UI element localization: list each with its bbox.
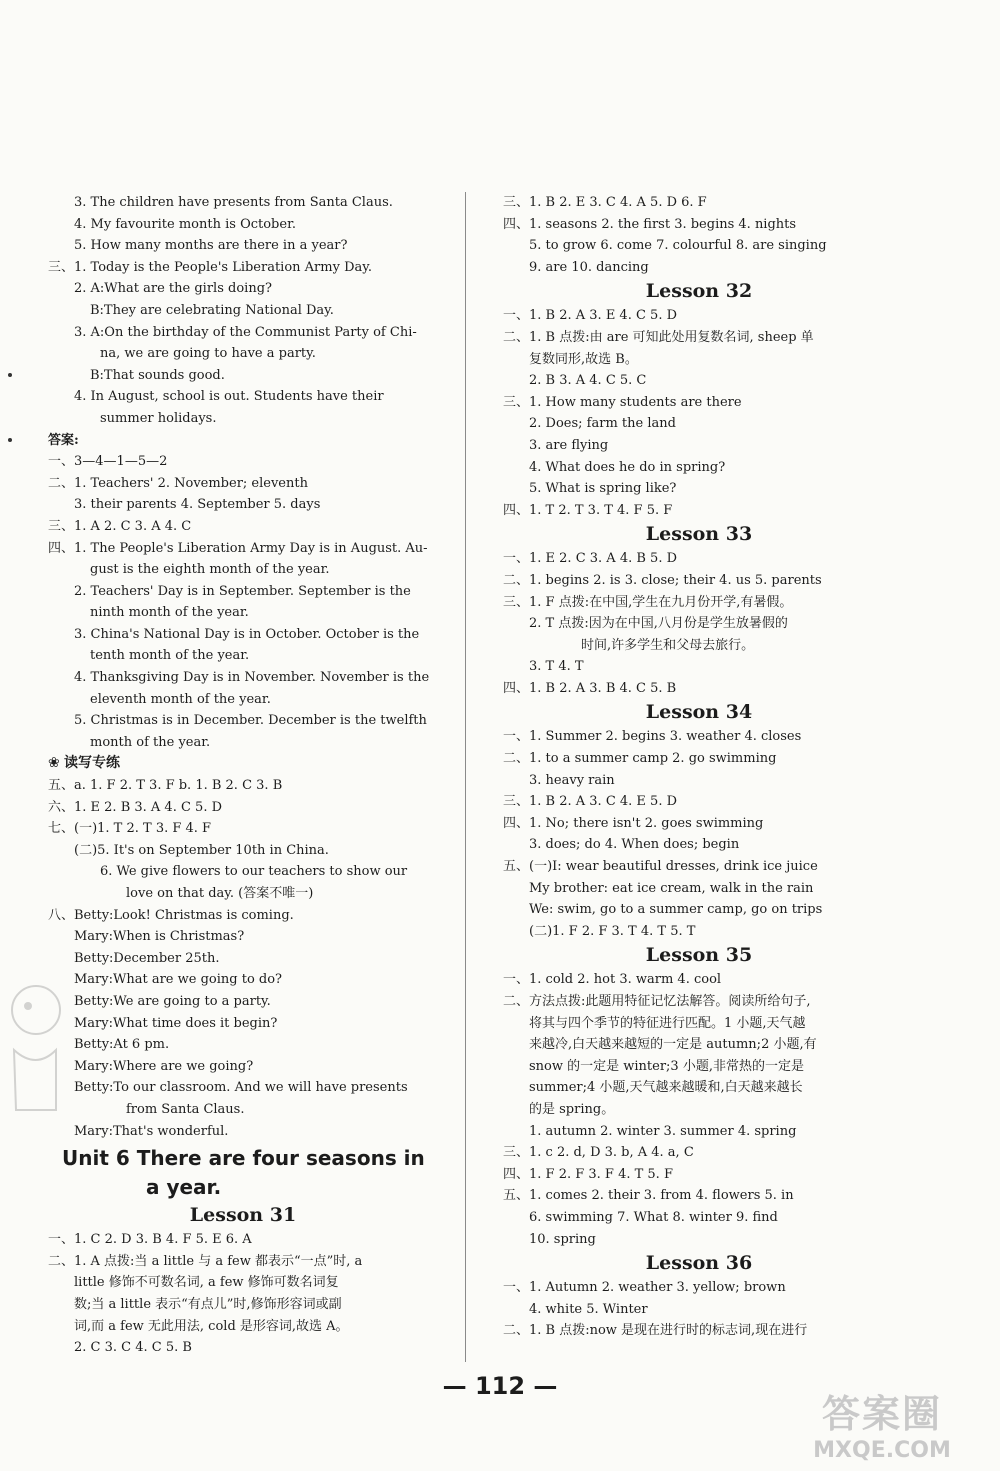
answer-line: 3. does; do 4. When does; begin (529, 837, 740, 853)
answer-line: 四、1. B 2. A 3. B 4. C 5. B (503, 680, 677, 696)
page-number: — 112 — (442, 1372, 558, 1400)
unit-heading: a year. (146, 1175, 222, 1200)
answer-line: 数;当 a little 表示“有点儿”时,修饰形容词或副 (74, 1296, 342, 1312)
answer-line: 3. their parents 4. September 5. days (74, 497, 321, 513)
answer-line: 一、1. B 2. A 3. E 4. C 5. D (503, 308, 678, 324)
answer-line: We: swim, go to a summer camp, go on trips (529, 902, 823, 918)
answer-line: 3. China's National Day is in October. October is the (74, 626, 420, 642)
left-column (48, 192, 438, 1359)
answer-line: 四、1. T 2. T 3. T 4. F 5. F (503, 502, 673, 518)
answer-line: little 修饰不可数名词, a few 修饰可数名词复 (74, 1275, 339, 1291)
watermark-logo: 答案圈 (821, 1392, 942, 1436)
answer-line: 4. What does he do in spring? (529, 459, 726, 475)
answer-line: summer;4 小题,天气越来越暖和,白天越来越长 (529, 1080, 803, 1096)
answer-line: 三、1. Today is the People's Liberation Army Day. (48, 259, 373, 275)
answer-line: 时间,许多学生和父母去旅行。 (581, 637, 755, 653)
answer-line: 二、1. Teachers' 2. November; eleventh (48, 475, 308, 491)
answer-line: 一、3—4—1—5—2 (48, 454, 168, 470)
answer-line: 一、1. Summer 2. begins 3. weather 4. closes (503, 729, 802, 745)
answer-line: 2. A:What are the girls doing? (74, 281, 272, 297)
answer-line: 3. T 4. T (529, 659, 584, 675)
lesson-heading: Lesson 34 (645, 701, 753, 724)
answer-line: 二、1. to a summer camp 2. go swimming (503, 751, 777, 767)
answer-line: 答案: (48, 432, 79, 448)
answer-line: 5. to grow 6. come 7. colourful 8. are singing (529, 238, 827, 254)
answer-line: 二、方法点拨:此题用特征记忆法解答。阅读所给句子, (503, 994, 811, 1009)
answer-line: 10. spring (529, 1231, 596, 1247)
answer-line: 将其与四个季节的特征进行匹配。1 小题,天气越 (529, 1015, 806, 1031)
answer-line: 四、1. No; there isn't 2. goes swimming (503, 815, 764, 831)
answer-line: Mary:Where are we going? (74, 1058, 254, 1074)
answer-line: 的是 spring。 (529, 1101, 615, 1117)
answer-line: 3. The children have presents from Santa Claus. (74, 195, 393, 210)
answer-line: 六、1. E 2. B 3. A 4. C 5. D (48, 799, 223, 815)
section-heading (48, 753, 438, 775)
answer-line: (二)1. F 2. F 3. T 4. T 5. T (529, 923, 696, 939)
section-heading-text: 读写专练 (64, 755, 120, 772)
answer-line: 二、1. B 点拨:now 是现在进行时的标志词,现在进行 (503, 1323, 808, 1339)
answer-line: 一、1. C 2. D 3. B 4. F 5. E 6. A (48, 1232, 252, 1248)
answer-line: 2. B 3. A 4. C 5. C (529, 373, 647, 389)
unit-heading: Unit 6 There are four seasons in (62, 1146, 425, 1171)
answer-line: 四、1. seasons 2. the first 3. begins 4. nights (503, 216, 797, 232)
answer-line: 二、1. A 点拨:当 a little 与 a few 都表示“一点”时, a (48, 1253, 363, 1269)
answer-line: 二、1. begins 2. is 3. close; their 4. us 5. parents (503, 572, 822, 588)
lesson-heading: Lesson 35 (645, 944, 753, 967)
answer-line: gust is the eighth month of the year. (90, 562, 330, 578)
answer-line: 6. swimming 7. What 8. winter 9. find (529, 1209, 778, 1225)
answer-line: Mary:What are we going to do? (74, 972, 283, 988)
answer-line: 2. T 点拨:因为在中国,八月份是学生放暑假的 (529, 616, 788, 632)
answer-line: 4. Thanksgiving Day is in November. November is the (74, 670, 430, 686)
answer-line: 4. My favourite month is October. (74, 216, 296, 232)
margin-dot (8, 438, 12, 442)
answer-line: Betty:At 6 pm. (74, 1037, 170, 1053)
answer-line: 五、(一)I: wear beautiful dresses, drink ice juice (503, 859, 818, 875)
answer-line: 3. are flying (529, 437, 609, 453)
answer-line: Mary:When is Christmas? (74, 929, 245, 945)
answer-line: 三、1. B 2. E 3. C 4. A 5. D 6. F (503, 195, 707, 210)
column-divider (465, 192, 466, 1362)
answer-line: snow 的一定是 winter;3 小题,非常热的一定是 (529, 1058, 804, 1074)
answer-line: 三、1. A 2. C 3. A 4. C (48, 518, 192, 534)
answer-line: My brother: eat ice cream, walk in the rain (529, 880, 814, 896)
answer-line: summer holidays. (100, 410, 217, 426)
answer-line: B:They are celebrating National Day. (90, 302, 334, 318)
lesson-heading: Lesson 33 (645, 523, 753, 546)
answer-line: 五、a. 1. F 2. T 3. F b. 1. B 2. C 3. B (48, 778, 283, 794)
answer-line: 来越冷,白天越来越短的一定是 autumn;2 小题,有 (529, 1037, 817, 1053)
answer-line: 3. A:On the birthday of the Communist Party of Chi- (74, 324, 417, 340)
answer-line: 二、1. B 点拨:由 are 可知此处用复数名词, sheep 单 (503, 329, 814, 345)
answer-line: 一、1. E 2. C 3. A 4. B 5. D (503, 551, 678, 567)
answer-line: eleventh month of the year. (90, 691, 271, 707)
answer-line: 八、Betty:Look! Christmas is coming. (48, 907, 294, 923)
answer-line: 一、1. Autumn 2. weather 3. yellow; brown (503, 1280, 786, 1296)
answer-line: 七、(一)1. T 2. T 3. F 4. F (48, 821, 212, 837)
paw-icon: ❀ (48, 755, 60, 772)
answer-line: 4. In August, school is out. Students have their (74, 389, 384, 405)
answer-line: 词,而 a few 无此用法, cold 是形容词,故选 A。 (74, 1318, 349, 1334)
lesson-heading: Lesson 31 (189, 1204, 297, 1227)
answer-line: B:That sounds good. (90, 367, 225, 383)
right-column (503, 192, 895, 1342)
answer-line: 三、1. B 2. A 3. C 4. E 5. D (503, 794, 678, 810)
answer-line: tenth month of the year. (90, 648, 250, 664)
answer-line: 1. autumn 2. winter 3. summer 4. spring (529, 1123, 797, 1139)
answer-line: 2. Teachers' Day is in September. September is the (74, 583, 411, 599)
answer-line: ninth month of the year. (90, 605, 249, 621)
watermark (782, 1383, 982, 1463)
answer-line: love on that day. (答案不唯一) (126, 886, 314, 901)
answer-line: 5. Christmas is in December. December is the twelfth (74, 713, 427, 729)
answer-line: 5. What is spring like? (529, 481, 677, 497)
answer-line: 一、1. cold 2. hot 3. warm 4. cool (503, 972, 722, 988)
answer-line: Betty:December 25th. (74, 950, 220, 966)
lesson-heading: Lesson 32 (645, 280, 753, 303)
watermark-url: MXQE.COM (813, 1438, 951, 1463)
answer-line: 4. white 5. Winter (529, 1301, 648, 1317)
answer-line: 五、1. comes 2. their 3. from 4. flowers 5. in (503, 1188, 794, 1204)
answer-line: 复数同形,故选 B。 (529, 351, 638, 367)
answer-line: 3. heavy rain (529, 772, 615, 788)
answer-line: Betty:We are going to a party. (74, 993, 271, 1009)
answer-line: 四、1. F 2. F 3. F 4. T 5. F (503, 1166, 673, 1182)
answer-line: 三、1. F 点拨:在中国,学生在九月份开学,有暑假。 (503, 594, 793, 610)
lesson-heading: Lesson 36 (645, 1252, 753, 1275)
answer-line: 6. We give flowers to our teachers to show our (100, 864, 408, 880)
answer-line: Mary:That's wonderful. (74, 1123, 229, 1139)
answer-line: 三、1. How many students are there (503, 394, 742, 410)
answer-line: from Santa Claus. (126, 1101, 245, 1117)
answer-line: na, we are going to have a party. (100, 346, 316, 362)
answer-line: 5. How many months are there in a year? (74, 238, 348, 254)
answer-line: 四、1. The People's Liberation Army Day is in August. Au- (48, 540, 428, 556)
answer-line: 三、1. c 2. d, D 3. b, A 4. a, C (503, 1145, 694, 1161)
answer-line: month of the year. (90, 734, 211, 750)
answer-line: 2. Does; farm the land (529, 416, 676, 432)
answer-line: Betty:To our classroom. And we will have presents (74, 1080, 408, 1096)
margin-dot (8, 373, 12, 377)
answer-line: 2. C 3. C 4. C 5. B (74, 1340, 192, 1356)
answer-line: Mary:What time does it begin? (74, 1015, 278, 1031)
answer-line: 9. are 10. dancing (529, 259, 649, 275)
answer-line: (二)5. It's on September 10th in China. (74, 842, 329, 858)
